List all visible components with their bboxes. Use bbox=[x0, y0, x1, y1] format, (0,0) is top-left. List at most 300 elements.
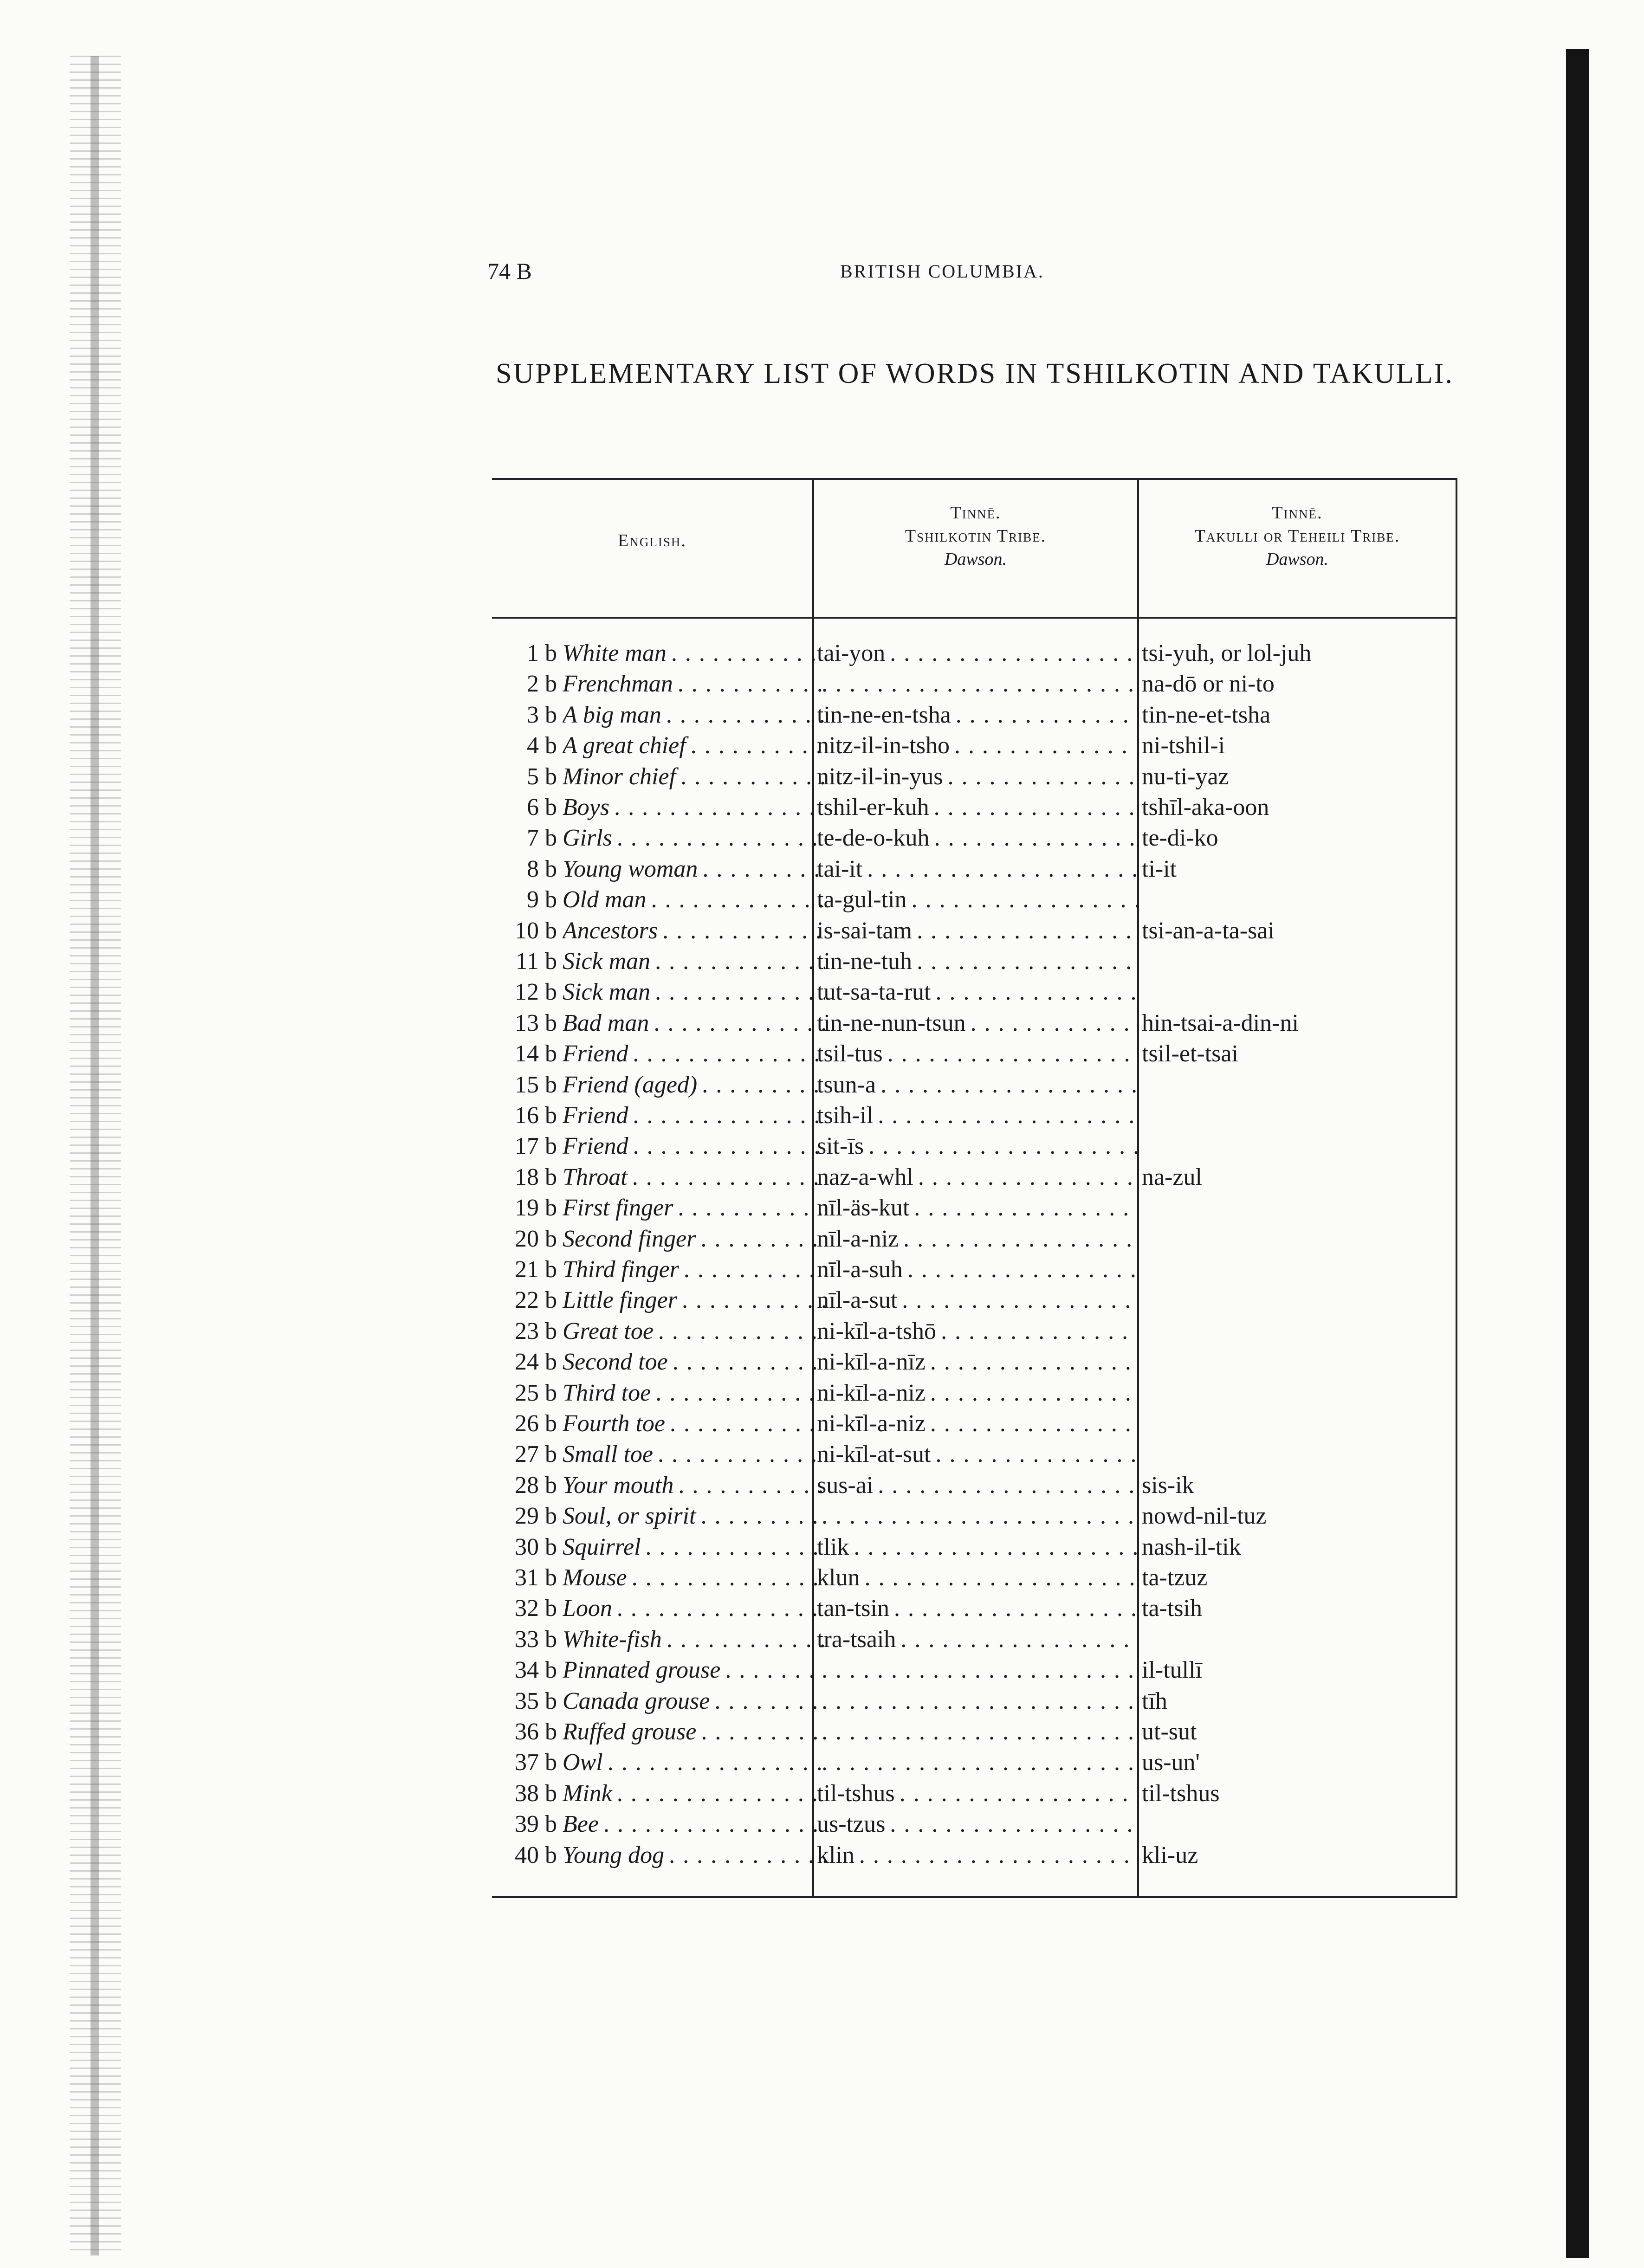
table-row bbox=[492, 638, 1457, 669]
tshilkotin-cell bbox=[817, 1254, 1137, 1285]
tshilkotin-cell bbox=[817, 1347, 1137, 1377]
takulli-word bbox=[1142, 1378, 1453, 1409]
english-word: Sick man bbox=[563, 979, 651, 1006]
english-cell bbox=[563, 1285, 825, 1316]
tshilkotin-word: ni-kīl-a-niz bbox=[817, 1379, 926, 1406]
dot-leader bbox=[614, 792, 825, 823]
tshilkotin-word: klin bbox=[817, 1842, 854, 1868]
header-takulli-line3: Dawson. bbox=[1266, 549, 1329, 569]
tshilkotin-word: us-tzus bbox=[817, 1811, 886, 1838]
dot-leader bbox=[822, 1501, 1137, 1531]
row-number: 23 b bbox=[515, 1318, 557, 1344]
tshilkotin-word: nīl-äs-kut bbox=[817, 1195, 910, 1221]
dot-leader bbox=[936, 1439, 1137, 1470]
dot-leader bbox=[680, 762, 825, 792]
tshilkotin-word: tai-it bbox=[817, 855, 863, 882]
english-word: Third toe bbox=[563, 1379, 651, 1406]
table-row bbox=[492, 1285, 1457, 1316]
dot-leader bbox=[859, 1840, 1137, 1871]
english-cell bbox=[563, 1039, 825, 1069]
takulli-word bbox=[1142, 946, 1453, 977]
english-cell bbox=[563, 1316, 825, 1347]
table-row bbox=[492, 916, 1457, 946]
takulli-word: til-tshus bbox=[1142, 1780, 1220, 1807]
tshilkotin-word: is-sai-tam bbox=[817, 917, 913, 944]
scan-binding-strip bbox=[91, 56, 99, 2255]
table-row bbox=[492, 854, 1457, 885]
english-cell bbox=[563, 854, 825, 885]
tshilkotin-cell bbox=[817, 638, 1137, 669]
tshilkotin-cell bbox=[817, 1717, 1137, 1747]
tshilkotin-cell bbox=[817, 1162, 1137, 1193]
table-row bbox=[492, 1439, 1457, 1470]
english-cell bbox=[563, 916, 825, 946]
english-word: White man bbox=[563, 640, 667, 666]
tshilkotin-word: tsil-tus bbox=[817, 1040, 883, 1067]
tshilkotin-cell bbox=[817, 1008, 1137, 1039]
takulli-word bbox=[1142, 1193, 1453, 1223]
dot-leader bbox=[930, 1409, 1137, 1439]
tshilkotin-cell bbox=[817, 1285, 1137, 1316]
dot-leader bbox=[617, 1593, 825, 1624]
english-cell bbox=[563, 1563, 825, 1593]
row-number: 14 b bbox=[515, 1040, 557, 1067]
english-cell bbox=[563, 669, 825, 699]
dot-leader bbox=[662, 916, 825, 946]
takulli-word bbox=[1142, 1070, 1453, 1100]
row-number: 1 b bbox=[527, 640, 557, 666]
takulli-word bbox=[1142, 1224, 1453, 1254]
english-cell bbox=[563, 1778, 825, 1809]
takulli-word bbox=[1142, 1316, 1453, 1347]
tshilkotin-cell bbox=[817, 946, 1137, 977]
table-row bbox=[492, 792, 1457, 823]
tshilkotin-cell bbox=[817, 700, 1137, 730]
english-word: White-fish bbox=[563, 1626, 662, 1653]
dot-leader bbox=[878, 1100, 1137, 1131]
takulli-word: tshīl-aka-oon bbox=[1142, 794, 1269, 821]
tshilkotin-cell bbox=[817, 1039, 1137, 1069]
english-cell bbox=[563, 762, 825, 792]
table-row bbox=[492, 1224, 1457, 1254]
dot-leader bbox=[900, 1624, 1137, 1655]
tshilkotin-cell bbox=[817, 1439, 1137, 1470]
takulli-word: ni-tshil-i bbox=[1142, 732, 1225, 759]
row-number: 21 b bbox=[515, 1256, 557, 1283]
tshilkotin-cell bbox=[817, 1501, 1137, 1531]
dot-leader bbox=[822, 1717, 1137, 1747]
english-word: Soul, or spirit bbox=[563, 1503, 696, 1530]
tshilkotin-word: nīl-a-suh bbox=[817, 1256, 903, 1283]
row-number: 10 b bbox=[515, 917, 557, 944]
dot-leader bbox=[666, 700, 825, 730]
dot-leader bbox=[954, 730, 1137, 761]
row-number: 4 b bbox=[527, 732, 557, 759]
dot-leader bbox=[900, 1778, 1137, 1809]
english-word: Frenchman bbox=[563, 671, 673, 698]
english-cell bbox=[563, 792, 825, 823]
tshilkotin-cell bbox=[817, 762, 1137, 792]
dot-leader bbox=[854, 1532, 1137, 1563]
dot-leader bbox=[702, 854, 825, 885]
english-cell bbox=[563, 1347, 825, 1377]
row-number: 6 b bbox=[527, 794, 557, 821]
tshilkotin-word bbox=[817, 1655, 822, 1686]
takulli-word bbox=[1142, 1347, 1453, 1377]
dot-leader bbox=[917, 916, 1137, 946]
english-word: Mouse bbox=[563, 1564, 627, 1591]
english-cell bbox=[563, 1131, 825, 1162]
row-number: 5 b bbox=[527, 763, 557, 790]
takulli-word bbox=[1142, 1439, 1453, 1470]
dot-leader bbox=[655, 946, 825, 977]
english-word: Small toe bbox=[563, 1441, 653, 1468]
row-number: 2 b bbox=[527, 671, 557, 698]
tshilkotin-cell bbox=[817, 1409, 1137, 1439]
dot-leader bbox=[956, 700, 1137, 730]
dot-leader bbox=[714, 1686, 825, 1717]
english-cell bbox=[563, 885, 825, 915]
takulli-word: sis-ik bbox=[1142, 1472, 1194, 1499]
tshilkotin-word: tsih-il bbox=[817, 1102, 874, 1129]
dot-leader bbox=[917, 946, 1137, 977]
tshilkotin-cell bbox=[817, 1532, 1137, 1563]
english-cell bbox=[563, 977, 825, 1008]
dot-leader bbox=[701, 1501, 825, 1531]
english-cell bbox=[563, 1254, 825, 1285]
table-row bbox=[492, 1008, 1457, 1039]
tshilkotin-cell bbox=[817, 1655, 1137, 1686]
dot-leader bbox=[658, 1439, 825, 1470]
english-word: A big man bbox=[563, 701, 661, 728]
english-word: Minor chief bbox=[563, 763, 676, 790]
word-list-table bbox=[492, 478, 1457, 1898]
header-tshilkotin bbox=[814, 501, 1137, 571]
dot-leader bbox=[671, 638, 825, 669]
row-number: 39 b bbox=[515, 1811, 557, 1838]
scan-right-border bbox=[1566, 49, 1589, 2258]
takulli-word bbox=[1142, 1409, 1453, 1439]
dot-leader bbox=[930, 1378, 1137, 1409]
english-word: Second finger bbox=[563, 1225, 696, 1252]
tshilkotin-cell bbox=[817, 1809, 1137, 1840]
dot-leader bbox=[948, 762, 1137, 792]
english-cell bbox=[563, 1409, 825, 1439]
dot-leader bbox=[890, 1809, 1137, 1840]
tshilkotin-word: ni-kīl-a-niz bbox=[817, 1410, 926, 1437]
row-number: 38 b bbox=[515, 1780, 557, 1807]
tshilkotin-cell bbox=[817, 1778, 1137, 1809]
english-word: Friend bbox=[563, 1133, 628, 1160]
takulli-word: tsi-an-a-ta-sai bbox=[1142, 917, 1275, 944]
header-takulli-line1: Tinnē. bbox=[1272, 503, 1323, 523]
row-number: 31 b bbox=[515, 1564, 557, 1591]
takulli-word: tīh bbox=[1142, 1687, 1167, 1714]
tshilkotin-cell bbox=[817, 1070, 1137, 1100]
header-tshilkotin-line1: Tinnē. bbox=[950, 503, 1001, 523]
tshilkotin-word: tra-tsaih bbox=[817, 1626, 896, 1653]
english-word: Friend bbox=[563, 1102, 628, 1129]
dot-leader bbox=[633, 1131, 825, 1162]
english-cell bbox=[563, 1686, 825, 1717]
dot-leader bbox=[971, 1008, 1137, 1039]
takulli-word: ta-tzuz bbox=[1142, 1564, 1208, 1591]
row-number: 19 b bbox=[515, 1195, 557, 1221]
dot-leader bbox=[669, 1840, 825, 1871]
english-word: Ruffed grouse bbox=[563, 1719, 697, 1745]
english-word: Bad man bbox=[563, 1009, 649, 1036]
tshilkotin-cell bbox=[817, 916, 1137, 946]
english-cell bbox=[563, 1378, 825, 1409]
english-cell bbox=[563, 638, 825, 669]
row-number: 13 b bbox=[515, 1009, 557, 1036]
row-number: 26 b bbox=[515, 1410, 557, 1437]
dot-leader bbox=[691, 730, 825, 761]
english-word: Squirrel bbox=[563, 1533, 641, 1560]
takulli-word bbox=[1142, 1809, 1453, 1840]
english-cell bbox=[563, 1593, 825, 1624]
dot-leader bbox=[678, 1470, 825, 1501]
dot-leader bbox=[646, 1532, 825, 1563]
row-number: 22 b bbox=[515, 1287, 557, 1314]
table-row bbox=[492, 730, 1457, 761]
english-word: Your mouth bbox=[563, 1472, 674, 1499]
header-tshilkotin-line2: Tshilkotin Tribe. bbox=[905, 526, 1047, 546]
running-head: BRITISH COLUMBIA. bbox=[840, 261, 1044, 282]
row-number: 35 b bbox=[515, 1687, 557, 1714]
table-row bbox=[492, 700, 1457, 730]
tshilkotin-word: nitz-il-in-tsho bbox=[817, 732, 950, 759]
tshilkotin-word: tan-tsin bbox=[817, 1595, 889, 1622]
english-cell bbox=[563, 1008, 825, 1039]
table-row bbox=[492, 1717, 1457, 1747]
dot-leader bbox=[701, 1717, 825, 1747]
english-word: Loon bbox=[563, 1595, 612, 1622]
row-number: 37 b bbox=[515, 1749, 557, 1776]
english-word: Throat bbox=[563, 1163, 628, 1190]
english-word: Pinnated grouse bbox=[563, 1657, 721, 1684]
takulli-word: nash-il-tik bbox=[1142, 1533, 1241, 1560]
table-row bbox=[492, 1347, 1457, 1377]
tshilkotin-word: sus-ai bbox=[817, 1472, 874, 1499]
tshilkotin-cell bbox=[817, 792, 1137, 823]
page-title: SUPPLEMENTARY LIST OF WORDS IN TSHILKOTIN AND TAKULLI. bbox=[496, 358, 1454, 389]
english-word: Ancestors bbox=[563, 917, 658, 944]
row-number: 28 b bbox=[515, 1472, 557, 1499]
dot-leader bbox=[655, 977, 825, 1008]
takulli-word: nu-ti-yaz bbox=[1142, 763, 1229, 790]
row-number: 40 b bbox=[515, 1842, 557, 1868]
dot-leader bbox=[930, 1347, 1137, 1377]
tshilkotin-cell bbox=[817, 730, 1137, 761]
row-number: 7 b bbox=[527, 825, 557, 852]
dot-leader bbox=[935, 977, 1137, 1008]
takulli-word: tin-ne-et-tsha bbox=[1142, 701, 1271, 728]
english-word: Sick man bbox=[563, 948, 651, 975]
english-word: Canada grouse bbox=[563, 1687, 710, 1714]
row-number: 18 b bbox=[515, 1163, 557, 1190]
row-number: 29 b bbox=[515, 1503, 557, 1530]
table-row bbox=[492, 1778, 1457, 1809]
english-cell bbox=[563, 1809, 825, 1840]
tshilkotin-word: ni-kīl-a-tshō bbox=[817, 1318, 937, 1344]
tshilkotin-word: nīl-a-niz bbox=[817, 1225, 899, 1252]
header-bottom-rule bbox=[492, 617, 1457, 619]
table-row bbox=[492, 1100, 1457, 1131]
dot-leader bbox=[894, 1593, 1137, 1624]
dot-leader bbox=[632, 1563, 825, 1593]
dot-leader bbox=[934, 792, 1137, 823]
row-number: 30 b bbox=[515, 1533, 557, 1560]
row-number: 15 b bbox=[515, 1071, 557, 1098]
table-row bbox=[492, 1131, 1457, 1162]
table-row bbox=[492, 885, 1457, 915]
table-row bbox=[492, 1532, 1457, 1563]
tshilkotin-cell bbox=[817, 885, 1137, 915]
english-cell bbox=[563, 700, 825, 730]
takulli-word: ut-sut bbox=[1142, 1719, 1197, 1745]
tshilkotin-word bbox=[817, 1747, 822, 1778]
tshilkotin-cell bbox=[817, 1316, 1137, 1347]
english-word: Friend bbox=[563, 1040, 628, 1067]
takulli-word: us-un' bbox=[1142, 1749, 1200, 1776]
dot-leader bbox=[867, 854, 1137, 885]
takulli-word bbox=[1142, 1624, 1453, 1655]
dot-leader bbox=[903, 1224, 1137, 1254]
dot-leader bbox=[890, 638, 1137, 669]
dot-leader bbox=[725, 1655, 825, 1686]
english-cell bbox=[563, 1655, 825, 1686]
dot-leader bbox=[632, 1162, 825, 1193]
dot-leader bbox=[651, 885, 825, 915]
tshilkotin-word bbox=[817, 669, 822, 699]
tshilkotin-cell bbox=[817, 1378, 1137, 1409]
takulli-word: te-di-ko bbox=[1142, 825, 1218, 852]
table-row bbox=[492, 1070, 1457, 1100]
english-word: First finger bbox=[563, 1195, 673, 1221]
tshilkotin-cell bbox=[817, 1131, 1137, 1162]
tshilkotin-word: klun bbox=[817, 1564, 860, 1591]
dot-leader bbox=[822, 1747, 1137, 1778]
takulli-word: na-dō or ni-to bbox=[1142, 671, 1275, 698]
dot-leader bbox=[670, 1409, 825, 1439]
row-number: 20 b bbox=[515, 1225, 557, 1252]
english-word: Third finger bbox=[563, 1256, 679, 1283]
tshilkotin-word: ni-kīl-at-sut bbox=[817, 1441, 931, 1468]
tshilkotin-word: tshil-er-kuh bbox=[817, 794, 929, 821]
takulli-word: tsi-yuh, or lol-juh bbox=[1142, 640, 1312, 666]
table-row bbox=[492, 1624, 1457, 1655]
table-row bbox=[492, 1809, 1457, 1840]
dot-leader bbox=[654, 1008, 825, 1039]
dot-leader bbox=[603, 1809, 825, 1840]
header-english: English. bbox=[618, 531, 686, 550]
dot-leader bbox=[934, 823, 1137, 853]
dot-leader bbox=[678, 1193, 825, 1223]
tshilkotin-word: nitz-il-in-yus bbox=[817, 763, 943, 790]
row-number: 16 b bbox=[515, 1102, 557, 1129]
english-word: Second toe bbox=[563, 1349, 668, 1376]
english-cell bbox=[563, 1070, 825, 1100]
row-number: 12 b bbox=[515, 979, 557, 1006]
tshilkotin-word: tai-yon bbox=[817, 640, 886, 666]
tshilkotin-cell bbox=[817, 823, 1137, 853]
table-row bbox=[492, 1470, 1457, 1501]
dot-leader bbox=[682, 1285, 825, 1316]
dot-leader bbox=[822, 1686, 1137, 1717]
tshilkotin-word bbox=[817, 1717, 822, 1747]
tshilkotin-cell bbox=[817, 1686, 1137, 1717]
takulli-word: tsil-et-tsai bbox=[1142, 1040, 1238, 1067]
page-number: 74 B bbox=[487, 258, 532, 284]
tshilkotin-word: tut-sa-ta-rut bbox=[817, 979, 931, 1006]
table-row bbox=[492, 1162, 1457, 1193]
english-cell bbox=[563, 1532, 825, 1563]
english-cell bbox=[563, 1100, 825, 1131]
table-row bbox=[492, 762, 1457, 792]
english-cell bbox=[563, 946, 825, 977]
tshilkotin-cell bbox=[817, 1840, 1137, 1871]
english-cell bbox=[563, 1501, 825, 1531]
dot-leader bbox=[941, 1316, 1137, 1347]
dot-leader bbox=[667, 1624, 825, 1655]
english-word: Little finger bbox=[563, 1287, 677, 1314]
tshilkotin-cell bbox=[817, 1624, 1137, 1655]
table-row bbox=[492, 1563, 1457, 1593]
tshilkotin-cell bbox=[817, 669, 1137, 699]
dot-leader bbox=[617, 823, 825, 853]
takulli-word: ta-tsih bbox=[1142, 1595, 1202, 1622]
english-word: Young dog bbox=[563, 1842, 665, 1868]
dot-leader bbox=[822, 1655, 1137, 1686]
dot-leader bbox=[868, 1131, 1137, 1162]
tshilkotin-word: sit-īs bbox=[817, 1133, 864, 1160]
dot-leader bbox=[633, 1039, 825, 1069]
dot-leader bbox=[918, 1162, 1137, 1193]
table-row bbox=[492, 669, 1457, 699]
dot-leader bbox=[914, 1193, 1137, 1223]
english-cell bbox=[563, 1717, 825, 1747]
tshilkotin-word: tin-ne-en-tsha bbox=[817, 701, 951, 728]
tshilkotin-word: nīl-a-sut bbox=[817, 1287, 898, 1314]
takulli-word: kli-uz bbox=[1142, 1842, 1198, 1868]
table-row bbox=[492, 946, 1457, 977]
dot-leader bbox=[678, 669, 825, 699]
tshilkotin-word: naz-a-whl bbox=[817, 1163, 913, 1190]
tshilkotin-cell bbox=[817, 1747, 1137, 1778]
tshilkotin-word: ta-gul-tin bbox=[817, 886, 907, 913]
tshilkotin-cell bbox=[817, 1563, 1137, 1593]
tshilkotin-word: ni-kīl-a-nīz bbox=[817, 1349, 926, 1376]
english-cell bbox=[563, 1439, 825, 1470]
english-cell bbox=[563, 1840, 825, 1871]
english-word: Boys bbox=[563, 794, 610, 821]
table-row bbox=[492, 1686, 1457, 1717]
english-cell bbox=[563, 1747, 825, 1778]
page-header bbox=[487, 258, 1355, 285]
dot-leader bbox=[673, 1347, 825, 1377]
tshilkotin-cell bbox=[817, 1593, 1137, 1624]
english-word: Bee bbox=[563, 1811, 599, 1838]
english-word: Friend (aged) bbox=[563, 1071, 698, 1098]
table-row bbox=[492, 1593, 1457, 1624]
dot-leader bbox=[655, 1378, 825, 1409]
dot-leader bbox=[887, 1039, 1137, 1069]
takulli-word bbox=[1142, 977, 1453, 1008]
dot-leader bbox=[633, 1100, 825, 1131]
tshilkotin-cell bbox=[817, 1224, 1137, 1254]
english-cell bbox=[563, 1470, 825, 1501]
